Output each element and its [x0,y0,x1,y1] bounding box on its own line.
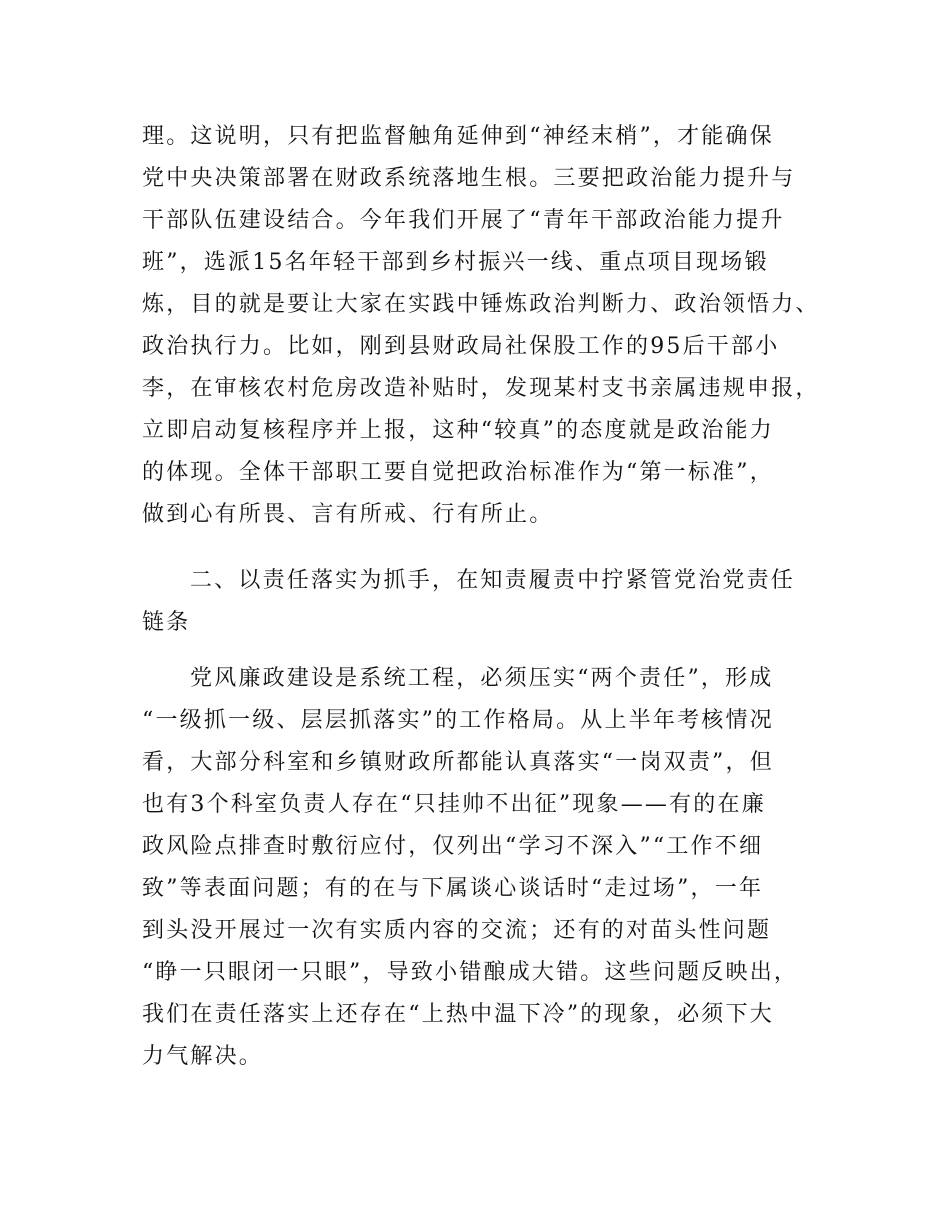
paragraph-line: 炼，目的就是要让大家在实践中锤炼政治判断力、政治领悟力、 [142,292,820,317]
paragraph-line: 立即启动复核程序并上报，这种“较真”的态度就是政治能力 [142,418,774,443]
paragraph-line: 我们在责任落实上还存在“上热中温下冷”的现象，必须下大 [142,1002,774,1027]
paragraph-line: 力气解决。 [142,1044,264,1069]
section-heading: 二、以责任落实为抓手，在知责履责中拧紧管党治党责任 [190,568,796,593]
paragraph-line: 致”等表面问题；有的在与下属谈心谈话时“走过场”，一年 [142,876,764,901]
paragraph-line: 做到心有所畏、言有所戒、行有所止。 [142,502,554,527]
paragraph-line: 党中央决策部署在财政系统落地生根。三要把政治能力提升与 [142,166,796,191]
paragraph-line: “一级抓一级、层层抓落实”的工作格局。从上半年考核情况 [142,708,774,733]
paragraph-line: 干部队伍建设结合。今年我们开展了“青年干部政治能力提升 [142,208,785,233]
paragraph-line: 李，在审核农村危房改造补贴时，发现某村支书亲属违规申报， [142,376,820,401]
paragraph-line: 政治执行力。比如，刚到县财政局社保股工作的95后干部小 [142,334,780,359]
paragraph-line: 也有3个科室负责人存在“只挂帅不出征”现象——有的在廉 [142,792,766,817]
paragraph-line: 党风廉政建设是系统工程，必须压实“两个责任”，形成 [190,666,774,691]
paragraph-line: 的体现。全体干部职工要自觉把政治标准作为“第一标准”， [142,460,774,485]
paragraph-line: 看，大部分科室和乡镇财政所都能认真落实“一岗双责”，但 [142,750,774,775]
section-heading-continued: 链条 [142,610,191,635]
paragraph-line: 到头没开展过一次有实质内容的交流；还有的对苗头性问题 [142,918,772,943]
paragraph-line: “睁一只眼闭一只眼”，导致小错酿成大错。这些问题反映出， [142,960,799,985]
paragraph-line: 班”，选派15名年轻干部到乡村振兴一线、重点项目现场锻 [142,250,769,275]
paragraph-line: 理。这说明，只有把监督触角延伸到“神经末梢”，才能确保 [142,124,774,149]
paragraph-line: 政风险点排查时敷衍应付，仅列出“学习不深入”“工作不细 [142,834,764,859]
